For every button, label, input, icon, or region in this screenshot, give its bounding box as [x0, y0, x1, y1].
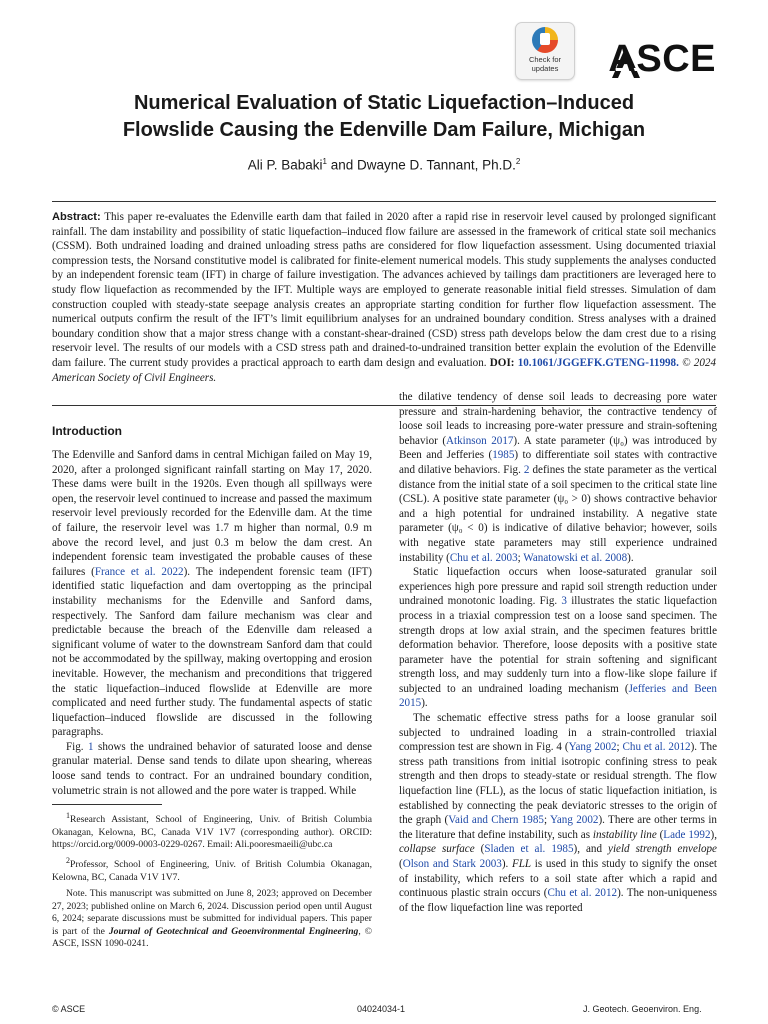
footnote-text: Research Assistant, School of Engineering, Univ. of British Columbia Okanagan, Kelowna, BC, Canada V1V 1V7 (corresponding author). ORCID: https://orcid.org/0009-0003-0229-0267. Email: Ali.pooresmaeili@ubc.ca [52, 814, 372, 850]
footnote-mark: 2 [66, 856, 70, 866]
author-2: Dwayne D. Tannant, Ph.D. [357, 157, 516, 173]
term: yield strength envelope [608, 843, 717, 856]
text-run: ). There are other terms in the literature that define instability, such as [399, 814, 717, 841]
figure-link[interactable]: 3 [561, 595, 567, 608]
section-heading-introduction: Introduction [52, 424, 122, 438]
term: instability line [592, 828, 657, 841]
abstract-copyright: © 2024 American Society of Civil Engineers. [52, 356, 716, 384]
figure-link[interactable]: 1 [88, 740, 94, 753]
citation-link[interactable]: Chu et al. 2012 [622, 741, 691, 754]
text-run: Note. This manuscript was submitted on June 8, 2023; approved on December 27, 2023; published online on March 6, 2024. Discussion period open until August 6, 2024; separate discussions must be submitted for individual papers. This paper is part of the [52, 888, 372, 937]
footnote-text: Professor, School of Engineering, Univ. of British Columbia Okanagan, Kelowna, BC, Canada V1V 1V7. [52, 859, 372, 883]
text-run: ). The stress path transitions from initial isotropic confining stress to peak strength and then drops to steady-state or residual strength. The flow liquefaction line (FLL), as the locus of static liquefaction initiation, is established by connecting the peak deviatoric stresses to the origin of the graph ( [399, 741, 717, 827]
text-run: ) to differentiate soil states with contractive and dilative behaviors. Fig. [399, 449, 717, 476]
paper-title [60, 90, 708, 144]
doi-link[interactable]: 10.1061/JGGEFK.GTENG-11998. [517, 356, 679, 369]
author-1-affiliation-mark: 1 [322, 157, 327, 166]
col2-paragraph-1 [399, 390, 717, 565]
footnote-2 [52, 855, 372, 884]
column-right [399, 390, 717, 915]
badge-line-1: Check for [528, 55, 562, 64]
crossmark-icon [532, 27, 558, 53]
badge-label [516, 55, 574, 73]
text-run: defines the state parameter as the vertical distance from the initial state of a soil specimen to the critical state line (CSL). A positive state parameter (ψ₀ > 0) shows contractive behavior and a high potential for undrained instability. A negative state parameter (ψ₀ < 0) is indicative of dilative behavior; however, soils with negative state parameters may still experience undrained instability ( [399, 463, 718, 564]
footer-copyright: © ASCE [52, 1004, 86, 1014]
text-run: ( [399, 858, 403, 870]
manuscript-note [52, 888, 372, 950]
footnotes [52, 810, 372, 954]
text-run: ; [616, 741, 623, 754]
citation-link[interactable]: 1985 [492, 449, 515, 462]
column-left [52, 448, 372, 798]
text-run: is used in this study to signify the onset of instability, which refers to a soil state after which a rapid and continuous plastic strain occurs ( [399, 858, 717, 900]
text-run: ( [474, 843, 485, 856]
term: FLL [511, 858, 532, 870]
abstract [52, 210, 716, 385]
text-run: shows the undrained behavior of saturated loose and dense granular material. Dense sand tends to dilate upon shearing, whereas loose sand tends to contract. For an undrained boundary condition, volumetric strain is not allowed and the pore water is trapped. While [52, 740, 372, 797]
abstract-top-rule [52, 201, 716, 202]
footer-journal-abbrev: J. Geotech. Geoenviron. Eng. [583, 1004, 702, 1014]
text-run: ; [517, 551, 524, 564]
text-run: the dilative tendency of dense soil leads to decreasing pore water pressure and strain-hardening behavior, the contractive tendency of loose soil leads to increasing pore-water pressure and strain-softening behavior ( [399, 391, 717, 447]
citation-link[interactable]: Olson and Stark 2003 [402, 858, 502, 870]
text-run: ). A state parameter (ψ₀) was introduced by Been and Jefferies ( [399, 434, 717, 462]
text-run: ), and [573, 843, 609, 856]
journal-name: Journal of Geotechnical and Geoenvironmental Engineering [108, 925, 359, 937]
citation-link[interactable]: Chu et al. 2012 [547, 887, 618, 900]
footnote-1 [52, 810, 372, 851]
citation-link[interactable]: Vaid and Chern 1985 [448, 814, 544, 827]
text-run: ( [656, 828, 664, 841]
badge-line-2: updates [531, 64, 559, 73]
author-separator: and [326, 157, 357, 173]
citation-link[interactable]: Jefferies and Been 2015 [399, 682, 717, 710]
text-run: The schematic effective stress paths for a loose granular soil subjected to undrained loading in a strain-controlled triaxial compression test are shown in Fig. 4 ( [399, 712, 717, 754]
figure-link[interactable]: 2 [523, 463, 530, 476]
text-run: illustrates the static liquefaction process in a triaxial compression test on a loose sand specimen. The strength drops at low axial strain, and the specimen features brittle deformation behavior. Therefore, loose deposits with a positive state parameter have the potential for strain softening and significant strength loss, and may suddenly turn into a flow-like slope failure if subjected to an undrained loading mechanism ( [399, 595, 717, 695]
text-run: ). [501, 858, 512, 870]
author-list [60, 157, 708, 173]
intro-paragraph-2 [52, 740, 372, 798]
abstract-text: This paper re-evaluates the Edenville earth dam that failed in 2020 after a rapid rise in reservoir level caused by prolonged significant rainfall. The dam instability and possibility of static liquefaction–induced flow failure are assessed in the framework of critical state soil mechanics (CSSM). Both undrained loading and drained unloading stress paths are considered for flow liquefaction assessment. Using documented triaxial compression tests, the Norsand constitutive model is calibrated for finite-element numerical models. This study supplements the analyses conducted by an independent forensic team (IFT) in charge of failure investigation. The advances achieved by tailings dam practitioners are leveraged here to study flow liquefaction as recommended by the IFT. Multiple ways are employed to generate reasonable initial field stresses. Simulation of dam construction coupled with steady-state seepage analysis creates an appropriate starting condition for further flow liquefaction assessment. The numerical outputs confirm the result of the IFT’s limit equilibrium analyses for an undrained boundary condition. Stress analyses with a drained boundary condition show that a major stress change with a constant-shear-drained (CSD) stress path develops below the dam crest due to a rising reservoir level. The results of our models with a CSD stress path and drained-to-undrained transition better explain the evolution of the Edenville dam failure. The current study provides a practical approach to earth dam design and evaluation. [52, 211, 717, 369]
citation-link[interactable]: Yang 2002 [549, 814, 599, 827]
term: collapse surface [399, 843, 475, 856]
text-run: ). [421, 697, 428, 710]
citation-link[interactable]: Sladen et al. 1985 [484, 843, 574, 856]
title-line-2: Flowslide Causing the Edenville Dam Failure, Michigan [122, 119, 646, 141]
citation-link[interactable]: Chu et al. 2003 [449, 551, 518, 564]
text-run: ). The independent forensic team (IFT) identified static liquefaction and dam overtopping as the principal instability mechanisms for the Edenville and Sanford dams, respectively. The Sanford dam failure mechanism was clear and predictable because the breach of the Edenville dam released a significant volume of water to the downstream Sanford dam that could not be accommodated by the spillway, making overtopping and erosion inevitable. However, the mechanism and preconditions that triggered the static liquefaction–induced flowslide at Edenville are more complicated and need further study. The fundamental aspects of static liquefaction–induced flowslide are discussed in the following paragraphs. [52, 565, 373, 739]
text-run: ). The non-uniqueness of the flow liquefaction line was reported [399, 887, 717, 914]
text-run: ; [543, 814, 550, 827]
asce-logo-text: ASCE [608, 38, 716, 80]
text-run: Static liquefaction occurs when loose-saturated granular soil experiences high pore pressure and rapid soil strength reduction under undrained monotonic loading. Fig. [399, 566, 717, 608]
doi-label: DOI: [489, 356, 515, 369]
publisher-logo [608, 38, 716, 80]
footnote-rule [52, 804, 162, 805]
text-run: The Edenville and Sanford dams in central Michigan failed on May 19, 2020, after a prolonged significant rainfall starting on May 17, 2020. These dams were built in the 1920s. Even though all spillways were open, the reservoir level continued to increase and passed the maximum reservoir level previously recorded for the Edenville dam. At the time of failure, the reservoir level was 1.7 m higher than normal, 0.9 m above the record level, and just 0.3 m below the dam crest. An independent forensic team investigated the probable causes of these failures ( [52, 449, 372, 578]
footer-article-number: 04024034-1 [357, 1004, 406, 1014]
col2-paragraph-3 [399, 711, 717, 915]
citation-link[interactable]: Atkinson 2017 [446, 434, 514, 447]
footnote-mark: 1 [66, 811, 70, 820]
citation-link[interactable]: Wanatowski et al. 2008 [523, 551, 628, 564]
text-run: ). [627, 551, 634, 564]
author-1: Ali P. Babaki [247, 157, 323, 173]
text-run: ), [710, 828, 717, 841]
citation-link[interactable]: Lade 1992 [663, 828, 711, 841]
text-run: Fig. [66, 740, 89, 753]
citation-link[interactable]: France et al. 2022 [94, 565, 184, 578]
col2-paragraph-2 [399, 565, 717, 711]
text-run: , © ASCE, ISSN 1090-0241. [52, 925, 372, 950]
citation-link[interactable]: Yang 2002 [568, 741, 617, 754]
author-2-affiliation-mark: 2 [515, 157, 521, 166]
check-for-updates-badge[interactable] [515, 22, 575, 80]
title-line-1: Numerical Evaluation of Static Liquefaction–Induced [133, 92, 635, 114]
abstract-label: Abstract: [52, 211, 101, 223]
intro-paragraph-1 [52, 448, 372, 740]
